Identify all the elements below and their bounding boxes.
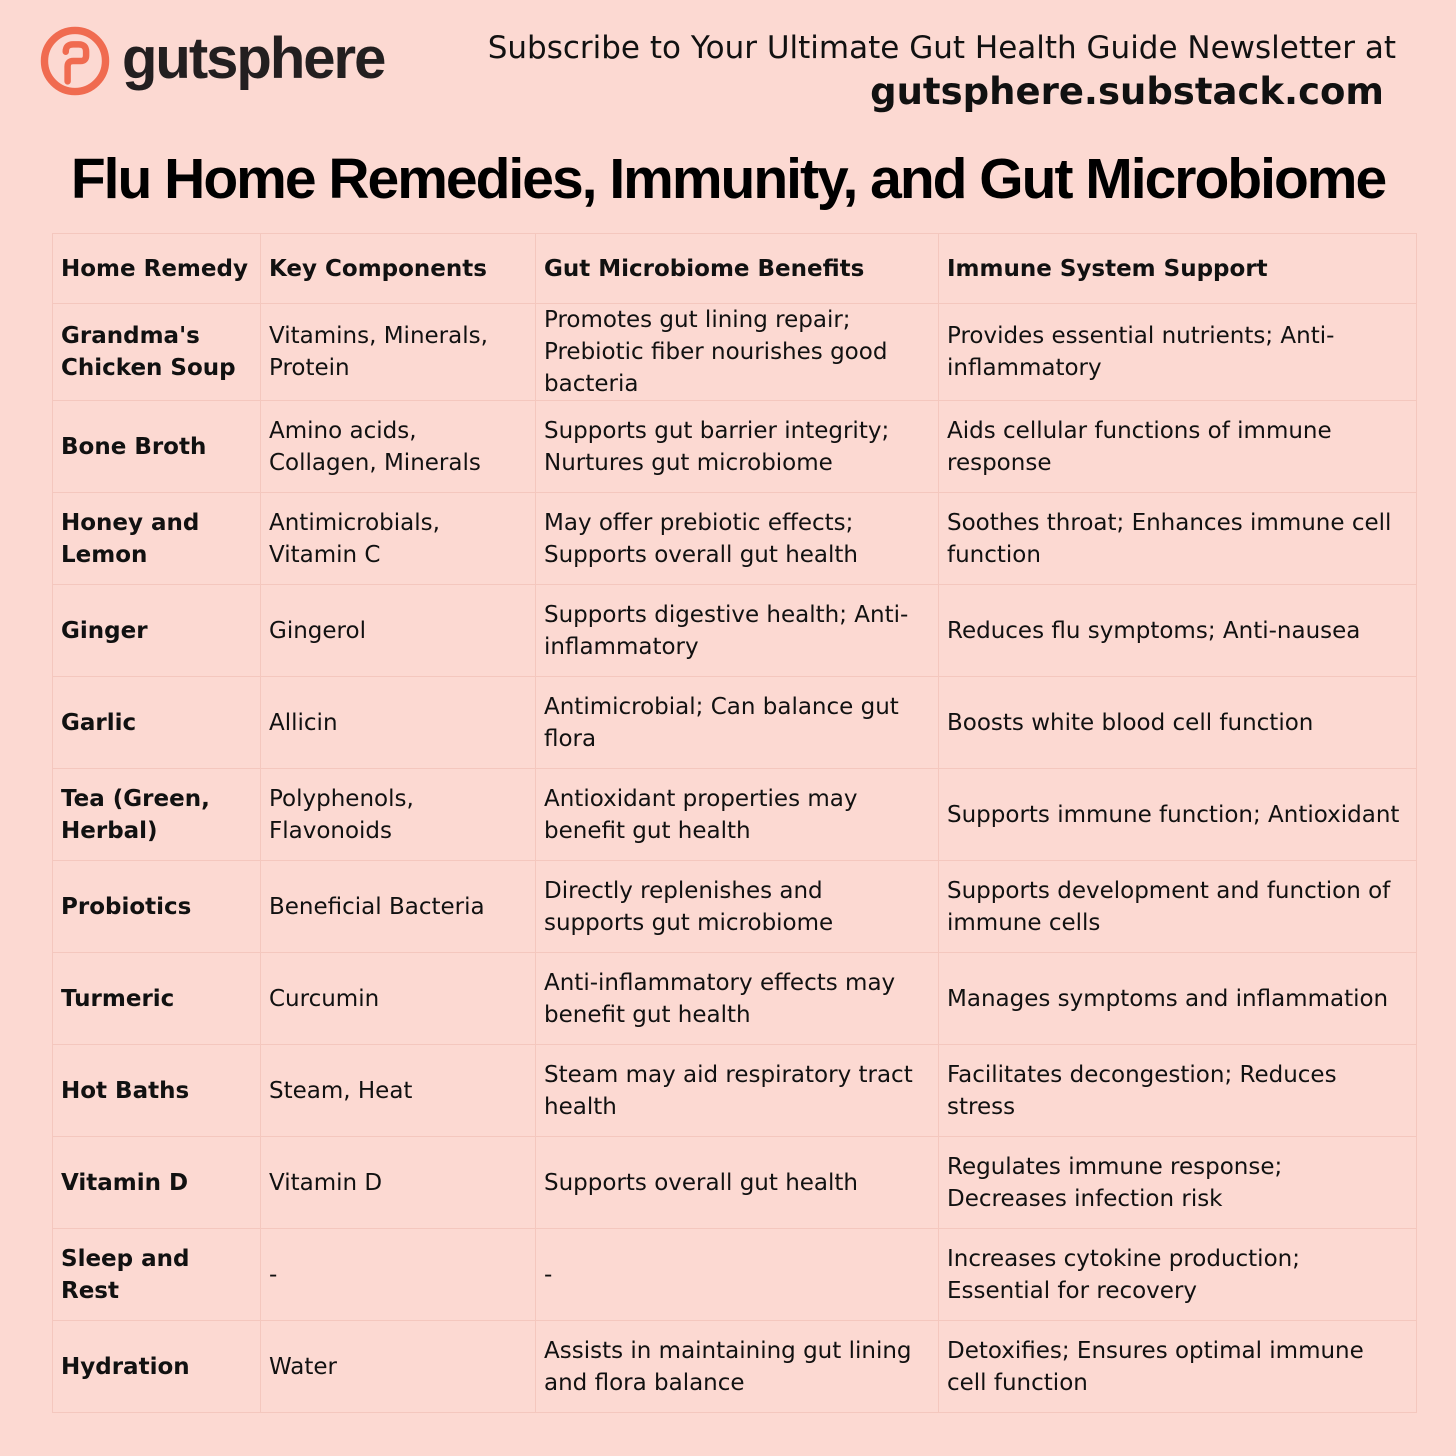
gut-benefits-cell: Directly replenishes and supports gut microbiome (536, 861, 939, 953)
components-cell: Polyphenols, Flavonoids (261, 769, 536, 861)
components-cell: Antimicrobials, Vitamin C (261, 493, 536, 585)
gut-benefits-cell: Antioxidant properties may benefit gut health (536, 769, 939, 861)
remedy-cell: Ginger (53, 585, 261, 677)
gut-benefits-cell: Promotes gut lining repair; Prebiotic fiber nourishes good bacteria (536, 304, 939, 401)
table-row (53, 1229, 1417, 1321)
components-cell: Water (261, 1321, 536, 1413)
immune-support-cell: Soothes throat; Enhances immune cell function (939, 493, 1417, 585)
table-row (53, 1045, 1417, 1137)
immune-support-cell: Reduces flu symptoms; Anti-nausea (939, 585, 1417, 677)
gut-benefits-cell: Antimicrobial; Can balance gut flora (536, 677, 939, 769)
gut-benefits-cell: Assists in maintaining gut lining and flora balance (536, 1321, 939, 1413)
gut-benefits-cell: Anti-inflammatory effects may benefit gut health (536, 953, 939, 1045)
table-row (53, 585, 1417, 677)
components-cell: Gingerol (261, 585, 536, 677)
components-cell: Beneficial Bacteria (261, 861, 536, 953)
table-row (53, 401, 1417, 493)
immune-support-cell: Supports immune function; Antioxidant (939, 769, 1417, 861)
immune-support-cell: Boosts white blood cell function (939, 677, 1417, 769)
remedy-cell: Honey and Lemon (53, 493, 261, 585)
components-cell: - (261, 1229, 536, 1321)
remedies-table (52, 233, 1417, 1413)
remedy-cell: Tea (Green, Herbal) (53, 769, 261, 861)
gut-benefits-cell: May offer prebiotic effects; Supports overall gut health (536, 493, 939, 585)
column-header: Home Remedy (53, 234, 261, 304)
gut-benefits-cell: - (536, 1229, 939, 1321)
immune-support-cell: Detoxifies; Ensures optimal immune cell function (939, 1321, 1417, 1413)
table-row (53, 1321, 1417, 1413)
remedy-cell: Turmeric (53, 953, 261, 1045)
components-cell: Curcumin (261, 953, 536, 1045)
components-cell: Vitamins, Minerals, Protein (261, 304, 536, 401)
immune-support-cell: Manages symptoms and inflammation (939, 953, 1417, 1045)
gut-benefits-cell: Steam may aid respiratory tract health (536, 1045, 939, 1137)
table-row (53, 861, 1417, 953)
table-row (53, 493, 1417, 585)
newsletter-url[interactable]: gutsphere.substack.com (870, 70, 1384, 113)
components-cell: Vitamin D (261, 1137, 536, 1229)
table-header-row (53, 234, 1417, 304)
remedy-cell: Probiotics (53, 861, 261, 953)
components-cell: Allicin (261, 677, 536, 769)
gut-benefits-cell: Supports overall gut health (536, 1137, 939, 1229)
remedy-cell: Garlic (53, 677, 261, 769)
gut-benefits-cell: Supports gut barrier integrity; Nurtures gut microbiome (536, 401, 939, 493)
table-row (53, 304, 1417, 401)
subscribe-text: Subscribe to Your Ultimate Gut Health Guide Newsletter at (487, 30, 1396, 66)
subscribe-banner (488, 30, 1396, 113)
immune-support-cell: Regulates immune response; Decreases infection risk (939, 1137, 1417, 1229)
table-row (53, 677, 1417, 769)
gut-benefits-cell: Supports digestive health; Anti-inflammatory (536, 585, 939, 677)
column-header: Immune System Support (939, 234, 1417, 304)
table-row (53, 953, 1417, 1045)
immune-support-cell: Provides essential nutrients; Anti-inflammatory (939, 304, 1417, 401)
immune-support-cell: Supports development and function of immune cells (939, 861, 1417, 953)
table-row (53, 769, 1417, 861)
page-title: Flu Home Remedies, Immunity, and Gut Microbiome (70, 147, 1386, 211)
remedy-cell: Sleep and Rest (53, 1229, 261, 1321)
column-header: Key Components (261, 234, 536, 304)
components-cell: Amino acids, Collagen, Minerals (261, 401, 536, 493)
brand-name: gutsphere (122, 25, 385, 91)
remedy-cell: Vitamin D (53, 1137, 261, 1229)
remedy-cell: Bone Broth (53, 401, 261, 493)
remedy-cell: Hot Baths (53, 1045, 261, 1137)
table-row (53, 1137, 1417, 1229)
remedy-cell: Grandma's Chicken Soup (53, 304, 261, 401)
column-header: Gut Microbiome Benefits (536, 234, 939, 304)
immune-support-cell: Aids cellular functions of immune response (939, 401, 1417, 493)
gut-logo-icon (38, 24, 112, 98)
brand-logo (38, 24, 384, 98)
remedy-cell: Hydration (53, 1321, 261, 1413)
immune-support-cell: Facilitates decongestion; Reduces stress (939, 1045, 1417, 1137)
components-cell: Steam, Heat (261, 1045, 536, 1137)
immune-support-cell: Increases cytokine production; Essential for recovery (939, 1229, 1417, 1321)
